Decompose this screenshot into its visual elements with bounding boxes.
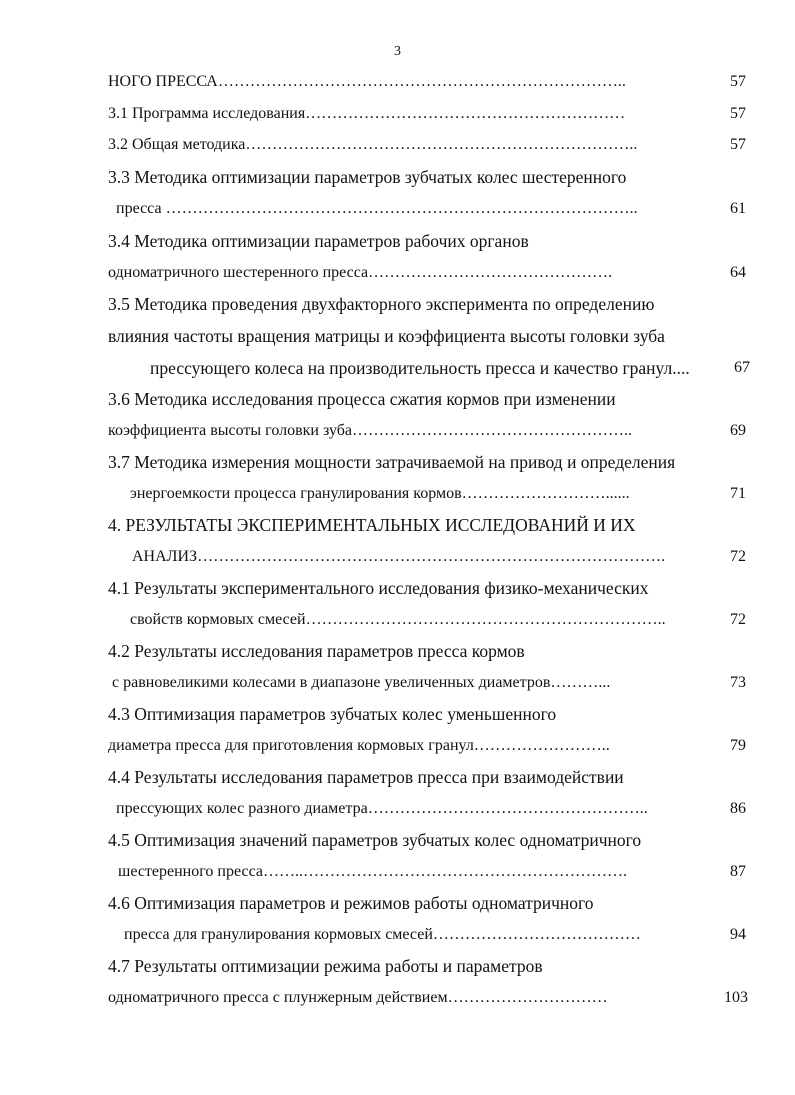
toc-page-number: 57 [730, 136, 746, 153]
toc-page-number: 87 [730, 863, 746, 880]
toc-page-number: 73 [730, 674, 746, 691]
toc-line: пресса для гранулирования кормовых смесей………………………………… [124, 926, 641, 943]
toc-line: 3.4 Методика оптимизации параметров рабочих органов [108, 231, 529, 251]
toc-page-number: 71 [730, 485, 746, 502]
toc-line: АНАЛИЗ……………………………………………………………………………. [132, 548, 666, 565]
toc-line: 3.3 Методика оптимизации параметров зубчатых колес шестеренного [108, 167, 627, 187]
toc-line: энергоемкости процесса гранулирования кормов………………………...... [130, 485, 630, 502]
toc-page-number: 57 [730, 105, 746, 122]
toc-line: свойств кормовых смесей………………………………………………………….. [130, 611, 666, 628]
toc-page-number: 86 [730, 800, 746, 817]
toc-line: 4.5 Оптимизация значений параметров зубчатых колес одноматричного [108, 830, 642, 850]
toc-line: шестеренного пресса……..……………………………………………………. [118, 863, 627, 880]
toc-line: 4.3 Оптимизация параметров зубчатых колес уменьшенного [108, 704, 557, 724]
toc-line: 4.2 Результаты исследования параметров пресса кормов [108, 641, 525, 661]
toc-line: 4. РЕЗУЛЬТАТЫ ЭКСПЕРИМЕНТАЛЬНЫХ ИССЛЕДОВАНИЙ И ИХ [108, 515, 636, 535]
toc-line: 3.7 Методика измерения мощности затрачиваемой на привод и определения [108, 452, 676, 472]
toc-line: 3.2 Общая методика……………………………………………………………….. [108, 136, 638, 153]
toc-line: 4.7 Результаты оптимизации режима работы и параметров [108, 956, 543, 976]
toc-page-number: 103 [724, 989, 748, 1006]
toc-page-number: 57 [730, 73, 746, 90]
toc-page-number: 61 [730, 200, 746, 217]
toc-page-number: 69 [730, 422, 746, 439]
toc-line: 4.6 Оптимизация параметров и режимов работы одноматричного [108, 893, 594, 913]
toc-line: 4.4 Результаты исследования параметров пресса при взаимодействии [108, 767, 624, 787]
toc-line: прессующих колес разного диаметра…………………………………………….. [116, 800, 648, 817]
toc-page-number: 72 [730, 611, 746, 628]
toc-line: 3.6 Методика исследования процесса сжатия кормов при изменении [108, 389, 616, 409]
toc-line: 4.1 Результаты экспериментального исследования физико-механических [108, 578, 649, 598]
toc-line: пресса …………………………………………………………………………….. [116, 200, 638, 217]
toc-line: НОГО ПРЕССА………………………………………………………………….. [108, 73, 626, 90]
toc-line: влияния частоты вращения матрицы и коэффициента высоты головки зуба [108, 326, 665, 346]
toc-line: одноматричного пресса с плунжерным действием………………………… [108, 989, 608, 1006]
toc-line: 3.5 Методика проведения двухфакторного эксперимента по определению [108, 294, 655, 314]
toc-line: одноматричного шестеренного пресса………………………………………. [108, 264, 613, 281]
toc-line: диаметра пресса для приготовления кормовых гранул…………………….. [108, 737, 610, 754]
toc-line: коэффициента высоты головки зуба…………………………………………….. [108, 422, 632, 439]
toc-line: с равновеликими колесами в диапазоне увеличенных диаметров………... [112, 674, 611, 691]
toc-page-number: 64 [730, 264, 746, 281]
page-number: 3 [394, 44, 401, 59]
toc-line: 3.1 Программа исследования…………………………………………………… [108, 105, 626, 122]
toc-page-number: 67 [734, 359, 750, 376]
toc-page-number: 79 [730, 737, 746, 754]
toc-line: прессующего колеса на производительность пресса и качество гранул.... [150, 358, 690, 378]
toc-page-number: 94 [730, 926, 746, 943]
toc-page-number: 72 [730, 548, 746, 565]
